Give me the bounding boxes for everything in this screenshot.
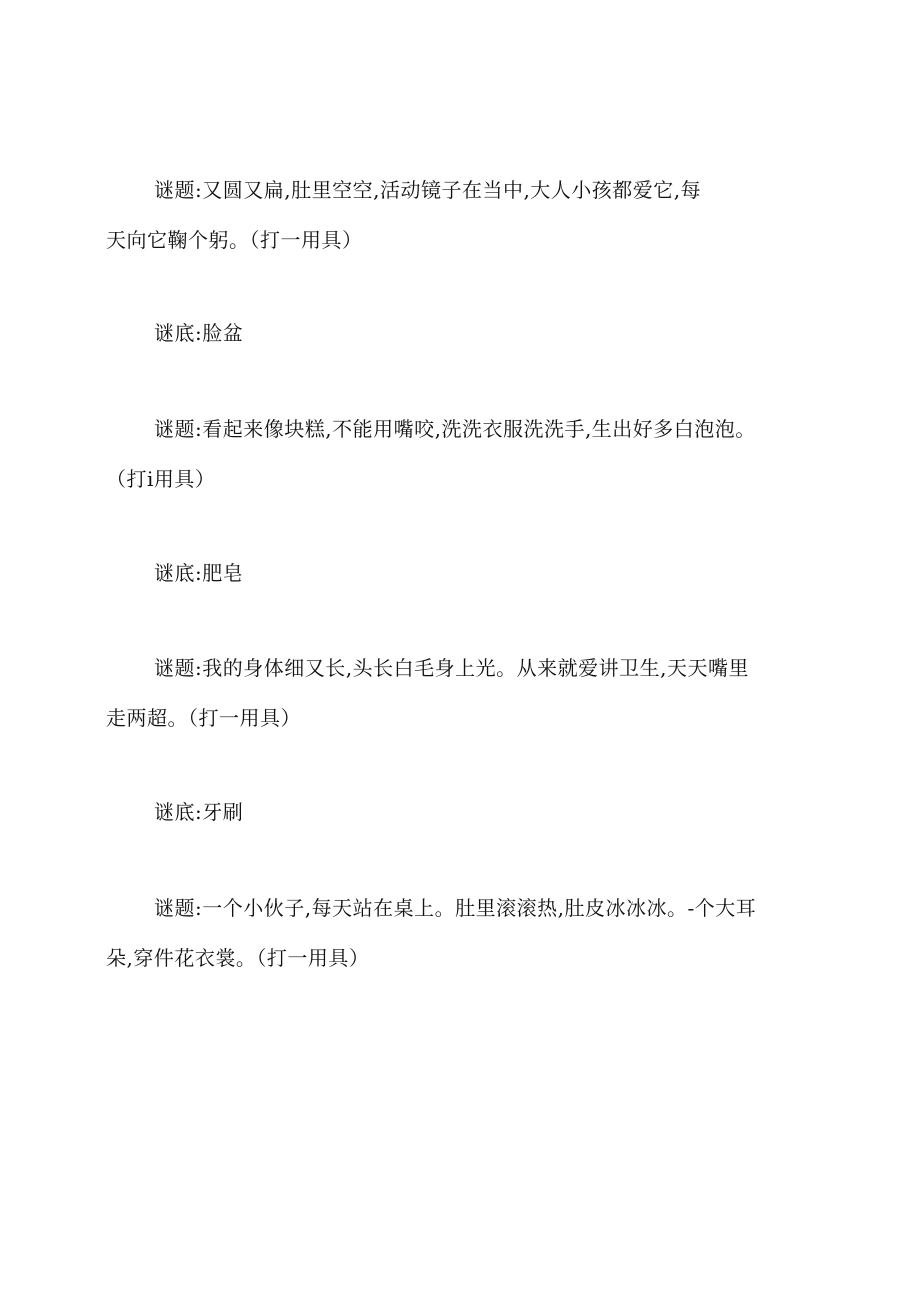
text-line: 谜底:肥皂	[154, 561, 244, 585]
answer-paragraph-3	[106, 787, 806, 837]
text-line: 走两超。（打一用具）	[106, 706, 301, 730]
text-line: 朵,穿件花衣裳。（打一用具）	[106, 946, 370, 970]
text-line: 谜底:脸盆	[154, 321, 244, 345]
text-line: 谜题:一个小伙子,每天站在桌上。肚里滚滚热,肚皮冰冰冰。-个大耳	[154, 896, 757, 920]
text-line: 谜题:我的身体细又长,头长白毛身上光。从来就爱讲卫生,天天嘴里	[154, 656, 749, 680]
text-line: 天向它鞠个躬。（打一用具）	[106, 228, 363, 252]
text-line: （打i用具）	[106, 467, 216, 491]
answer-paragraph-1	[106, 308, 806, 358]
riddle-paragraph-3	[106, 643, 806, 743]
riddle-paragraph-2	[106, 404, 806, 504]
text-line: 谜题:看起来像块糕,不能用嘴咬,洗洗衣服洗洗手,生出好多白泡泡。	[154, 417, 756, 441]
riddle-paragraph-1	[106, 165, 806, 265]
riddle-paragraph-4	[106, 883, 806, 983]
text-line: 谜题:又圆又扁,肚里空空,活动镜子在当中,大人小孩都爱它,每	[154, 178, 702, 202]
answer-paragraph-2	[106, 548, 806, 598]
text-line: 谜底:牙刷	[154, 800, 244, 824]
